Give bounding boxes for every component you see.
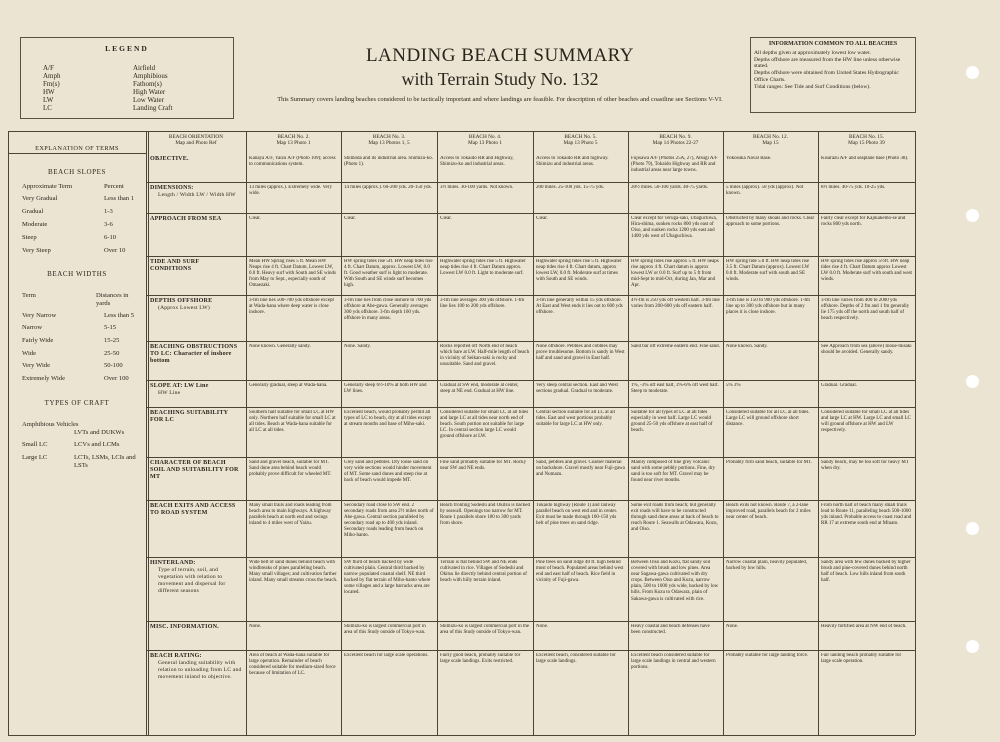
legend-meaning: Airfield xyxy=(133,64,156,72)
row-label-title: TIDE AND SURF CONDITIONS xyxy=(150,259,200,272)
width-term: Narrow xyxy=(22,324,43,331)
table-cell: Sandy area with few dunes backed by higher brush and pine-covered dunes behind north half of beach. Low hills inland from south half. xyxy=(821,560,911,584)
table-cell: HW spring tides rise approx 5½ft. HW neap tides rise 4 ft. Chart Datum approx Lowest LW 0.0 ft. Moderate surf with south and west winds. xyxy=(821,259,912,283)
table-cell: Yokosuka Naval Base. xyxy=(726,156,772,161)
column-header-ref: Map 13 Photo 5 xyxy=(563,140,598,147)
table-cell: Beach exits not known. Route 7, a 2-lane improved road, parallels beach for 2 miles near center of beach. xyxy=(726,503,811,521)
row-label-title: BEACH EXITS AND ACCESS TO ROAD SYSTEM xyxy=(150,503,236,516)
craft-value: LCTs, LSMs, LCIs and LSTs xyxy=(74,454,136,469)
slope-value: Over 10 xyxy=(104,247,126,254)
table-cell: HW spring tides rise 5ft. HW neap tides rise 4 ft. Chart Datum, approx. Lowest LW, 0.0 ft. Good weather surf is light to moderate. With South and SE winds surf becomes high. xyxy=(344,259,433,289)
table-cell: Clear. xyxy=(536,216,548,221)
slope-term: Very Steep xyxy=(22,247,51,254)
row-rule xyxy=(146,182,915,183)
table-cell: Probably firm sand beach, suitable for MT. xyxy=(726,460,812,465)
table-cell: Secondary road close to SW end. 2 secondary roads from area 2½ miles north of Abe-gawa. Central section paralleled by secondary road up to 400 yds inland. Secondary roads leading from beach on Miho-hanto. xyxy=(344,503,434,539)
row-label xyxy=(150,259,242,294)
legend-meaning: Fathom(s) xyxy=(133,80,162,88)
column-header-ref: Map 15 Photo 39 xyxy=(848,140,885,147)
table-cell: Gradual at SW end, moderate at center, steep at NE end. Gradual at HW line. xyxy=(440,383,519,395)
legend-abbr: A/F xyxy=(43,64,54,72)
table-cell: Suitable for all types of LC at all tides especially in west half. Large LC would ground 25-50 yds offshore at east half of beach. xyxy=(631,410,713,434)
table-cell: Excellent beach, considered suitable for large scale landings. xyxy=(536,653,616,665)
width-term: Very Wide xyxy=(22,362,50,369)
table-cell: Kisarazu A/F and seaplane base (Photo 38). xyxy=(821,156,909,161)
table-cell: Fujisawa A/F (Photos 25A, 27), Atsugi A/F (Photo 79), Tokaido Highway and RR and industrial areas near large towns. xyxy=(631,156,718,174)
column-rule xyxy=(246,131,247,735)
row-rule xyxy=(146,295,915,296)
table-cell: None. xyxy=(726,624,739,629)
slope-value: Less than 1 xyxy=(104,195,135,202)
column-header-ref: Map and Photo Ref xyxy=(175,140,217,147)
table-cell: See Approach from sea (above) Inoue-misaki should be avoided. Generally sandy. xyxy=(821,344,912,356)
row-label-title: BEACHING OBSTRUCTIONS TO LC: Character of inshore bottom xyxy=(150,344,238,364)
table-cell: HW spring tide 5.0 ft. HW neap tides rise 3.5 ft. Chart Datum (approx). Lowest LW 0.0 ft. Moderate surf with south and SE winds. xyxy=(726,259,810,283)
table-cell: 20½ miles. 50-100 yards. 40-75 yards. xyxy=(631,185,709,190)
row-label-sub: Type of terrain, soil, and vegetation with relation to movement and dispersal for different seasons xyxy=(158,567,226,594)
row-label-title: APPROACH FROM SEA xyxy=(150,216,222,222)
table-cell: Southern half suitable for small LC at HW only. Northern half suitable for small LC at all tides. Beach at Wada-hana suitable for all LC at all tides. xyxy=(249,410,336,434)
explanation-title: EXPLANATION OF TERMS xyxy=(35,145,119,152)
table-cell: 3½ miles. 30-100 yards. Not known. xyxy=(440,185,514,190)
legend-meaning: Amphibious xyxy=(133,72,168,80)
row-rule xyxy=(146,213,915,214)
table-cell: None. Sandy. xyxy=(344,344,371,349)
column-header-ref: Map 15 xyxy=(762,140,779,147)
table-cell: Pine trees on sand ridge 40 ft. high behind most of beach. Populated areas behind west end and east half of beach. Rice field in vicinity of Fuji-gawa. xyxy=(536,560,624,584)
table-cell: Generally gradual, steep at Wada-hana. xyxy=(249,383,328,388)
row-label xyxy=(150,156,242,181)
column-header xyxy=(535,134,626,147)
page-title: LANDING BEACH SUMMARY xyxy=(365,45,635,66)
row-rule xyxy=(146,735,915,736)
table-cell: 3-fm line lies 500-700 yds offshore except at Wada-hana where deep water is close inshore. xyxy=(249,298,334,316)
legend-meaning: Landing Craft xyxy=(133,104,173,112)
table-cell: Probably suitable for large landing force. xyxy=(726,653,809,658)
row-label xyxy=(150,460,242,499)
column-rule xyxy=(915,131,916,735)
row-label xyxy=(150,185,242,212)
table-cell: Heavy coastal and beach defenses have been constructed. xyxy=(631,624,710,636)
column-header-ref: Map 13 Photo 1 xyxy=(468,140,502,147)
table-cell: Kanaya A/F, Yaizu A/F (Photo 109); access to communications system. xyxy=(249,156,336,168)
width-value: 5-15 xyxy=(104,324,117,331)
table-cell: Clear. xyxy=(249,216,261,221)
row-label xyxy=(150,560,242,620)
table-cell: 5% 3% xyxy=(726,383,741,388)
table-cell: Mainly composed of fine grey volcanic sand with some pebbly portions. Fine, dry sand is too soft for MT. Gravel may be found near river mouths. xyxy=(631,460,716,484)
table-cell: 1%, -3% off east half, 3%-6% off west half. Steep to moderate. xyxy=(631,383,719,395)
table-cell: Fairly good beach, probably suitable for large scale landings. Exits restricted. xyxy=(440,653,521,665)
common-info-line: Depths offshore were obtained from United States Hydrographic Office Charts. xyxy=(754,70,899,83)
common-info-line: All depths given at approximately lowest low water. xyxy=(754,49,871,56)
craft-term: Amphibious Vehicles xyxy=(22,421,79,428)
column-header-title: BEACH No. 5. xyxy=(564,134,597,140)
table-cell: Sand, pebbles and gravel. Coarser material on backshore. Gravel mostly near Fuji-gawa and Numazu. xyxy=(536,460,625,478)
row-rule xyxy=(146,557,915,558)
width-term: Fairly Wide xyxy=(22,337,54,344)
row-label-sub: Length / Width LW / Width HW xyxy=(158,192,236,198)
table-cell: From north half of beach many small trails lead to Route 11, paralleling beach 500-1000 yds inland. Probable access to coast road and RR 17 at extreme south end at Minato. xyxy=(821,503,912,527)
legend-meaning: Low Water xyxy=(133,96,164,104)
table-cell: 200 miles. 25-100 yds. 15-75 yds. xyxy=(536,185,605,190)
table-cell: Fine sand probably suitable for MT. Rocky near SW and NE ends. xyxy=(440,460,527,472)
table-cell: 4½-fm is 250 yds off western half. 3-fm line varies from 200-600 yds off eastern half. xyxy=(631,298,720,310)
legend-abbr: LC xyxy=(43,104,52,112)
common-info-line: Depths offshore are measured from the HW line unless otherwise stated. xyxy=(754,56,901,70)
row-rule xyxy=(146,500,915,501)
table-border-top xyxy=(8,131,915,132)
table-cell: Sandy beach, may be too soft for heavy MT when dry. xyxy=(821,460,909,472)
table-cell: Sand and gravel beach, suitable for MT. Sand dune area behind beach would probably prove difficult for wheeled MT. xyxy=(249,460,332,478)
legend-abbr: Amph xyxy=(43,72,61,80)
column-header-title: BEACH No. 2. xyxy=(277,134,310,140)
row-label xyxy=(150,653,242,734)
table-cell: Fairly clear except for Kajikakemo-se and rocks 800 yds north. xyxy=(821,216,906,228)
table-cell: Central section suitable for all LC at all tides. East and west portions probably suitable for large LC at HW only. xyxy=(536,410,616,428)
slope-value: 1-3 xyxy=(104,208,113,215)
row-rule xyxy=(146,380,915,381)
table-cell: Some exit roads from beach; but generally exit roads will have to be constructed through sand dune areas at back of beach to reach Route 1. Seawalls at Odawara, Kozu, and Oiso. xyxy=(631,503,719,533)
table-cell: Gradual. Gradual. xyxy=(821,383,857,388)
row-rule xyxy=(146,457,915,458)
row-label-title: SLOPE AT: LW Line xyxy=(150,383,209,389)
column-header-ref: Map 13 Photo 1 xyxy=(276,140,311,147)
row-label-title: HINTERLAND: xyxy=(150,560,196,566)
legend-meaning: High Water xyxy=(133,88,166,96)
column-header xyxy=(148,134,244,147)
row-rule xyxy=(146,650,915,651)
row-label xyxy=(150,216,242,255)
table-cell: None known. Generally sandy. xyxy=(249,344,311,349)
legend-title: LEGEND xyxy=(105,44,149,53)
column-rule xyxy=(533,131,534,735)
table-cell: 13 miles (approx.). Extremely wide. Very wide. xyxy=(249,185,332,197)
row-rule xyxy=(146,256,915,257)
slope-term: Approximate Term xyxy=(22,183,73,190)
table-cell: None. xyxy=(249,624,262,629)
table-cell: Obstructed by many shoals and rocks. Clear approach to some portions. xyxy=(726,216,815,228)
table-border-left xyxy=(8,131,9,735)
craft-term: Small LC xyxy=(22,441,48,448)
table-cell: 5 miles (approx). 50 yds (approx). Not known. xyxy=(726,185,804,197)
column-rule xyxy=(341,131,342,735)
table-cell: SW third of beach backed by wide cultivated plain. Central third backed by narrow populated coastal shelf. NE third backed by flat terrain of Miho-hanto where some villages and a large barracks area are located. xyxy=(344,560,431,596)
table-cell: 3-fm line lies from close inshore to 700 yds offshore at Abe-gawa. Generally averages 300 yds offshore. 3-fm depth 160 yds. offshore in many areas. xyxy=(344,298,432,322)
table-cell: HW spring tides rise approx 5 ft. HW neaps rise approx 4 ft. Chart datum is approx lowest LW or 0.0 ft. Surf up to 5 ft from mid-Sept to mid-Oct, during Jan, Mar and Apr. xyxy=(631,259,719,289)
width-value: Less than 5 xyxy=(104,312,135,319)
table-cell: 14 miles (approx.). 60-200 yds. 20-150 yds. xyxy=(344,185,432,190)
width-value: 25-50 xyxy=(104,350,120,357)
table-cell: Highwater spring tides rise 5 ft. Highwater neap tides rise 4 ft. Chart datum, approx lowest LW, 0.0 ft. Moderate surf at times with South and SE winds. xyxy=(536,259,622,283)
legend-abbr: HW xyxy=(43,88,55,96)
row-label-title: DIMENSIONS: xyxy=(150,185,194,191)
column-header-title: BEACH No. 4. xyxy=(468,134,502,140)
table-cell: Generally steep 6½-10% at both HW and LW lines. xyxy=(344,383,427,395)
table-cell: Access to Tokaido RR and highway. Shimizu and industrial areas. xyxy=(536,156,609,168)
explanation-header-rule xyxy=(8,153,146,154)
column-rule xyxy=(628,131,629,735)
width-value: 50-100 xyxy=(104,362,123,369)
page-subtitle: with Terrain Study No. 132 xyxy=(401,69,599,89)
row-rule xyxy=(146,407,915,408)
table-cell: Very steep central section. East and West sections gradual. Gradual to moderate. xyxy=(536,383,618,395)
column-header-title: BEACH No. 9. xyxy=(659,134,692,140)
column-header xyxy=(820,134,913,147)
table-cell: Area of beach at Wada-hana suitable for large operation. Remainder of beach considered suitable for medium-sized force because of limitation of LC. xyxy=(249,653,336,677)
row-label xyxy=(150,624,242,649)
table-cell: Many small trails and roads leading from beach area to main highways. A highway parallels beach at north end and swings inland to 4 miles west of Yaizu. xyxy=(249,503,332,527)
column-rule xyxy=(437,131,438,735)
legend-abbr: Fm(s) xyxy=(43,80,60,88)
width-term: Very Narrow xyxy=(22,312,57,319)
table-cell: Clear. xyxy=(344,216,356,221)
row-label-title: MISC. INFORMATION. xyxy=(150,624,219,630)
table-cell: Fair landing beach probably suitable for large scale operation. xyxy=(821,653,902,665)
column-header xyxy=(343,134,435,147)
row-rule xyxy=(146,621,915,622)
slope-value: Percent xyxy=(104,183,124,190)
common-info-title: INFORMATION COMMON TO ALL BEACHES xyxy=(768,41,898,47)
table-cell: Wide belt of sand dunes behind beach with windbreaks of pines paralleling beach. Many small villages; and cultivation farther inland. Many small streams cross the beach. xyxy=(249,560,338,584)
slope-term: Steep xyxy=(22,234,37,241)
width-value: 15-25 xyxy=(104,337,120,344)
table-cell: 3-fm line varies from 400 to 2000 yds offshore. Depths of 2 fm and 1 fm generally lie 175 yds off the north and south half of beach respectively. xyxy=(821,298,910,322)
row-rule xyxy=(146,341,915,342)
column-rule xyxy=(723,131,724,735)
slope-term: Gradual xyxy=(22,208,44,215)
table-cell: Sand bar off extreme eastern end. Fine sand. xyxy=(631,344,720,349)
types-of-craft-title: TYPES OF CRAFT xyxy=(44,399,110,407)
table-cell: None. xyxy=(536,624,549,629)
row-label-sub: General landing suitability with relation to unloading from LC and movement inland to objective. xyxy=(158,660,242,680)
column-rule xyxy=(146,131,147,735)
table-cell: 3-fm line generally within 15 yds offshore. At East and West ends it lies out to 600 yds offshore. xyxy=(536,298,623,316)
width-value: Over 100 xyxy=(104,375,129,382)
table-cell: Considered suitable for small LC at all tides and large LC at HW. Large LC and small LC will ground offshore at HW and LW respectively. xyxy=(821,410,911,434)
slope-term: Very Gradual xyxy=(22,195,58,202)
row-label-sub: HW Line xyxy=(158,390,181,396)
beach-slopes-title: BEACH SLOPES xyxy=(48,168,106,176)
table-cell: None known. Sandy. xyxy=(726,344,768,349)
table-cell: 3-fm line averages 300 yds offshore. 1-fm line lies 100 to 200 yds offshore. xyxy=(440,298,525,310)
table-cell: Excellent beach, would probably permit all types of LC to beach, dry at all tides except at stream mouths and base of Miho-saki. xyxy=(344,410,431,428)
width-term: Wide xyxy=(22,350,37,357)
row-label-title: CHARACTER OF BEACH SOIL AND SUITABILITY FOR MT xyxy=(150,460,239,480)
craft-value: LVTs and DUKWs xyxy=(74,429,125,436)
width-term: Extremely Wide xyxy=(22,375,66,382)
table-cell: Heavily fortified area at NW end of beach. xyxy=(821,624,907,629)
column-header xyxy=(725,134,816,147)
table-cell: Shimizu-ko is largest commercial port in area of this Study outside of Tokyo-wan. xyxy=(344,624,426,636)
table-cell: Highwater spring tides rise 5 ft. Highwater neap tides rise 4 ft. Chart Datum approx. Lowest LW 0.0 ft. Light to moderate surf. xyxy=(440,259,526,277)
column-header-ref: Map 13 Photos 1, 5 xyxy=(368,140,410,147)
table-cell: Shimizu-ko is largest commercial port in the area of this Study outside of Tokyo-wan. xyxy=(440,624,530,636)
row-label xyxy=(150,410,242,456)
column-header xyxy=(630,134,721,147)
table-cell: Considered suitable for small LC at all tides and large LC at all tides near north end of beach. South portion not suitable for large LC. In central section large LC would ground offshore at LW. xyxy=(440,410,529,440)
table-cell: Between Oiso and Kozu, flat sandy soil covered with brush and low pines. Area near Sagawa-gawa cultivated with dry crops. Between Oiso and Kozu, narrow plain, 500 to 1000 yds wide, backed by low hills. From Kozu to Odawara, plain of Sakawa-gawa is cultivated with rice. xyxy=(631,560,719,602)
table-cell: 3-fm line is 150 to 900 yds offshore. 1-fm line up to 300 yds offshore but in many places it is close inshore. xyxy=(726,298,810,316)
table-cell: Shimoda and its industrial area. Shimizu-ko. (Photo 1). xyxy=(344,156,434,168)
table-cell: Rocks reported off North end of beach which bare at LW. Half-mile length of beach in vicinity of Seikan-saki is rocky and unsuitable. Sand and gravel. xyxy=(440,344,530,368)
slope-value: 6-10 xyxy=(104,234,117,241)
common-info-line: Tidal ranges: See Tide and Surf Conditions (below). xyxy=(754,83,871,90)
table-cell: Excellent beach for large scale operations. xyxy=(344,653,429,658)
table-cell: Terrain is flat behind SW and NE ends cultivated in rice. Villages of Sodeshi and Okitsu lie directly behind central portion of beach with hilly terrain inland. xyxy=(440,560,527,584)
column-header-ref: Map 14 Photos 22-27 xyxy=(652,140,699,147)
legend-abbr: LW xyxy=(43,96,54,104)
craft-value: LCVs and LCMs xyxy=(74,441,120,448)
width-term: Term xyxy=(22,292,36,299)
column-header xyxy=(439,134,531,147)
craft-term: Large LC xyxy=(22,454,48,461)
beach-widths-title: BEACH WIDTHS xyxy=(47,270,107,278)
row-label-title: BEACH RATING: xyxy=(150,653,202,659)
table-cell: Tokaido highway (Route 1) and railway parallel beach on west end and in center. Exit must be made through 100-150 yds belt of pine trees on sand ridge. xyxy=(536,503,618,527)
column-header xyxy=(248,134,339,147)
row-label xyxy=(150,383,242,406)
row-label-title: OBJECTIVE. xyxy=(150,156,189,162)
slope-term: Moderate xyxy=(22,221,48,228)
column-header-title: BEACH ORIENTATION xyxy=(168,134,224,140)
column-header-title: BEACH No. 3. xyxy=(372,134,406,140)
table-cell: Narrow coastal plain, heavily populated, backed by low hills. xyxy=(726,560,808,572)
column-rule xyxy=(818,131,819,735)
row-label xyxy=(150,344,242,379)
table-cell: Mean HW Spring rises 5 ft. Mean HW Neaps rise 4 ft. Chart Datum, Lowest LW, 0.0 ft. Heavy surf with South and SE winds from May to Sept., especially south of Omaezaki. xyxy=(249,259,336,289)
table-cell: Clear. xyxy=(440,216,452,221)
row-label-title: DEPTHS OFFSHORE xyxy=(150,298,213,304)
row-label xyxy=(150,503,242,556)
width-value: Distances in yards xyxy=(96,292,129,307)
column-header-title: BEACH No. 15. xyxy=(848,134,885,140)
summary-description: This Summary covers landing beaches considered to be tactically important and where landings are feasible. For description of other beaches and coastline see Sections V-VI. xyxy=(277,96,723,103)
table-cell: Grey sand and pebbles. Dry loose sand on very wide sections would hinder movement of MT. Some sand dunes and steep rise at back of beach would impede MT. xyxy=(344,460,432,484)
row-label-title: BEACHING SUITABILITY FOR LC xyxy=(150,410,228,423)
table-cell: Access to Tokaido RR and Highway, Shimizu-ko and industrial areas. xyxy=(440,156,514,168)
column-header-title: BEACH No. 12. xyxy=(752,134,789,140)
table-cell: Beach fronting Sodeshi and Okitsu is backed by seawall. Openings too narrow for MT. Route 1 parallels shore 100 to 300 yards from shore. xyxy=(440,503,530,527)
table-cell: Excellent beach considered suitable for large scale landings in central and western portions. xyxy=(631,653,716,671)
table-cell: Considered suitable for all LC at all tides. Large LC will ground offshore short distance. xyxy=(726,410,810,428)
row-label xyxy=(150,298,242,340)
table-cell: Clear except for Teruga-saki, Ubaguchiwa, Hira-shima, sunken rocks 800 yds east of Oiso, and sunken rocks 1200 yds east and 1400 yds west of Ubaguchiwa. xyxy=(631,216,717,240)
table-cell: 8½ miles. 40-75 yds. 10-25 yds. xyxy=(821,185,886,190)
table-cell: None offshore. Pebbles and cobbles may prove troublesome. Bottom is sandy in West half and sand and gravel in East half. xyxy=(536,344,625,362)
column-rule-double xyxy=(148,131,149,735)
row-label-sub: (Approx Lowest LW) xyxy=(158,305,210,311)
slope-value: 3-6 xyxy=(104,221,113,228)
